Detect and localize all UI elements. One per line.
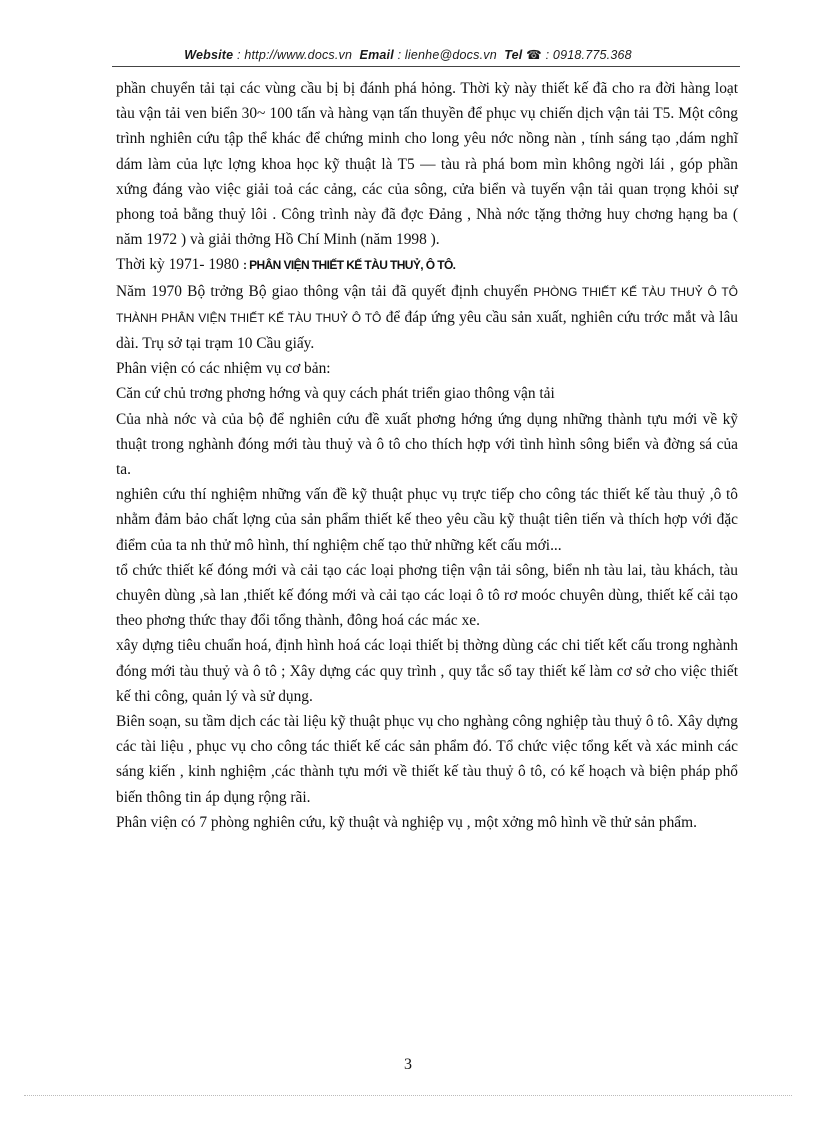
paragraph-1: phần chuyển tải tại các vùng cầu bị bị đánh phá hỏng. Thời kỳ này thiết kế đã cho ra đời hàng loạt tàu vận tải ven biển 30~ 100 tấn và hàng vạn tấn thuyền để phục vụ chiến dịch vận tải T5. Một công trình nghiên cứu tập thể khác để chứng minh cho long yêu nớc nồng nàn , tính sáng tạo ,dám nghĩ dám làm của lực lợng khoa học kỹ thuật là T5 — tàu rà phá bom mìn không ngời lái , góp phần xứng đáng vào việc giải toả các cảng, các của sông, cửa biển và tuyến vận tải quan trọng khỏi sự phong toả bằng thuỷ lôi . Công trình này đã đợc Đảng , Nhà nớc tặng thởng huy chơng hạng ba ( năm 1972 ) và giải thởng Hồ Chí Minh (năm 1998 ). [116, 80, 738, 249]
page-header [0, 47, 816, 62]
email-label: Email [359, 48, 394, 62]
page-number: 3 [404, 1056, 412, 1073]
period-label: Thời kỳ 1971- 1980 [116, 256, 240, 274]
phone-icon: ☎ [526, 48, 542, 62]
paragraph-2 [116, 252, 738, 278]
website-value: : http://www.docs.vn [237, 48, 353, 62]
paragraph-3-text-b: để đáp ứng yêu cầu sản xuất, nghiên cứu trớc mắt và lâu dài. Trụ sở tại trạm 10 Cầu giấy. [116, 308, 738, 353]
paragraph-3 [116, 279, 738, 357]
paragraph-6: Của nhà nớc và của bộ để nghiên cứu đề xuất phơng hớng ứng dụng những thành tựu mới về kỹ thuật trong nghành đóng mới tàu thuỷ và ô tô cho thích hợp với tình hình sông biển và đờng sá của ta. [116, 410, 738, 479]
paragraph-10: Biên soạn, su tầm dịch các tài liệu kỹ thuật phục vụ cho nghàng công nghiệp tàu thuỷ ô tô. Xây dựng các tài liệu , phục vụ cho công tác thiết kế các sản phẩm đó. Tổ chức việc tổng kết và xác minh các sáng kiến , kinh nghiệm ,các thành tựu mới về thiết kế tàu thuỷ ô tô, có kế hoạch và biện pháp phổ biến thông tin áp dụng rộng rãi. [116, 713, 738, 806]
header-divider [112, 66, 740, 67]
paragraph-3-caps: PHÒNG THIẾT KẾ TÀU THUỶ Ô TÔ THÀNH PHÂN VIỆN THIẾT KẾ TÀU THUỶ Ô TÔ [116, 284, 738, 325]
tel-value: : 0918.775.368 [545, 48, 632, 62]
paragraph-4: Phân viện có các nhiệm vụ cơ bản: [116, 360, 331, 378]
page-bottom-divider [24, 1095, 792, 1096]
website-label: Website [184, 48, 234, 62]
paragraph-9: xây dựng tiêu chuẩn hoá, định hình hoá các loại thiết bị thờng dùng các chi tiết kết cấu trong nghành đóng mới tàu thuỷ và ô tô ; Xây dựng các quy trình , quy tắc sổ tay thiết kế làm cơ sở cho việc thiết kế thi công, quản lý và sử dụng. [116, 637, 738, 705]
email-value: : lienhe@docs.vn [397, 48, 497, 62]
paragraph-8: tổ chức thiết kế đóng mới và cải tạo các loại phơng tiện vận tải sông, biển nh tàu lai, tàu khách, tàu chuyên dùng ,sà lan ,thiết kế đóng mới và cải tạo các loại ô tô rơ moóc chuyên dùng, thiết kế cải tạo theo phơng thức thay đổi tổng thành, đông hoá các mác xe. [116, 561, 738, 630]
paragraph-11: Phân viện có 7 phòng nghiên cứu, kỹ thuật và nghiệp vụ , một xởng mô hình về thử sản phẩm. [116, 813, 697, 831]
section-heading: : PHÂN VIỆN THIẾT KẾ TÀU THUỶ, Ô TÔ. [243, 258, 456, 273]
document-body [116, 76, 738, 835]
paragraph-5: Căn cứ chủ trơng phơng hớng và quy cách phát triển giao thông vận tải [116, 385, 555, 403]
tel-label: Tel [504, 48, 523, 62]
paragraph-7: nghiên cứu thí nghiệm những vấn đề kỹ thuật phục vụ trực tiếp cho công tác thiết kế tàu thuỷ ,ô tô nhằm đảm bảo chất lợng của sản phẩm thiết kế theo yêu cầu kỹ thuật tiên tiến và thích hợp với đặc điểm của ta nh thử mô hình, thí nghiệm chế tạo thử những kết cấu mới... [116, 486, 738, 554]
paragraph-3-text-a: Năm 1970 Bộ trởng Bộ giao thông vận tải đã quyết định chuyển [116, 282, 529, 300]
